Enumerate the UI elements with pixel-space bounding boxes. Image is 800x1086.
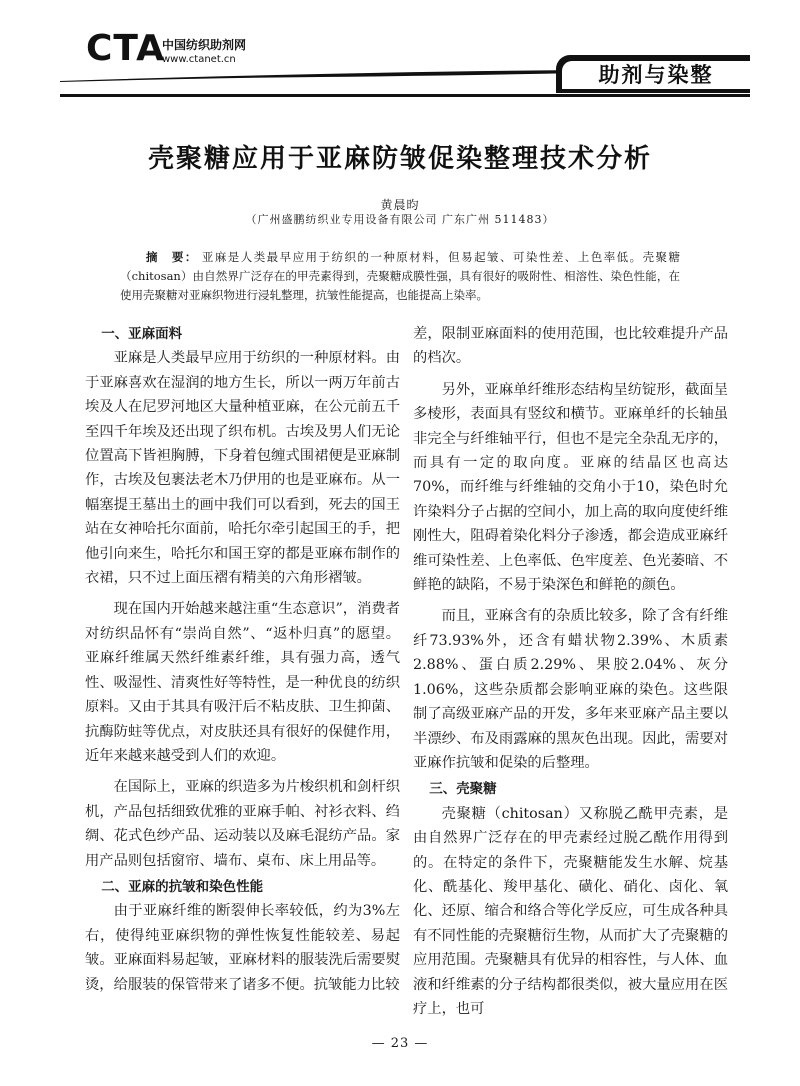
- header-swoosh-decoration: [60, 67, 580, 83]
- abstract: [120, 248, 680, 305]
- section-heading-2: 二、亚麻的抗皱和染色性能: [101, 878, 264, 895]
- paragraph: 壳聚糖（chitosan）又称脱乙酰甲壳素，是由自然界广泛存在的甲壳素经过脱乙酰作用得到的。在特定的条件下，壳聚糖能发生水解、烷基化、酰基化、羧甲基化、磺化、硝化、卤化、氧化、还原、缩合和络合等化学反应，可生成各种具有不同性能的壳聚糖衍生物，从而扩大了壳聚糖的应用范围。壳聚糖具有优异的相容性，与人体、血液和纤维素的分子结构都很类似，被大量应用在医疗上，也可: [413, 805, 728, 1017]
- right-column: [413, 322, 728, 1021]
- author-name: 黄晨昀: [380, 198, 420, 212]
- paragraph: 由于亚麻纤维的断裂伸长率较低，约为3%左右，使得纯亚麻织物的弹性恢复性能较差、易起皱。亚麻面料易起皱，亚麻材料的服装洗后需要熨烫，给服装的保管带来了诸多不便。抗皱能力比较: [85, 903, 400, 993]
- paragraph: 而且，亚麻含有的杂质比较多，除了含有纤维纤73.93%外，还含有蜡状物2.39%、木质素2.88%、蛋白质2.29%、果胶2.04%、灰分1.06%，这些杂质都会影响亚麻的染色。这些限制了高级亚麻产品的开发，多年来亚麻产品主要以半漂纱、布及雨露麻的黑灰色出现。因此，需要对亚麻作抗皱和促染的后整理。: [413, 608, 728, 771]
- left-column: [85, 322, 400, 997]
- site-url: www.ctanet.cn: [162, 54, 236, 65]
- page-header: [0, 0, 800, 110]
- paragraph-continued: 差，限制亚麻面料的使用范围，也比较难提升产品的档次。: [413, 326, 728, 367]
- paragraph: 现在国内开始越来越注重“生态意识”，消费者对纺织品怀有“崇尚自然”、“返朴归真”的愿望。亚麻纤维属天然纤维素纤维，具有强力高，透气性、吸湿性、清爽性好等特性，是一种优良的纺织原料。又由于其具有吸汗后不粘皮肤、卫生抑菌、抗酶防蛀等优点，对皮肤还具有很好的保健作用，近年来越来越受到人们的欢迎。: [85, 601, 400, 764]
- section-label: 助剂与染整: [562, 61, 750, 89]
- abstract-text: 亚麻是人类最早应用于纺织的一种原材料，但易起皱、可染性差、上色率低。壳聚糖（chitosan）由自然界广泛存在的甲壳素得到，壳聚糖成膜性强，具有很好的吸附性、相溶性、染色性能，在使用壳聚糖对亚麻织物进行浸轧整理，抗皱性能提高，也能提高上染率。: [120, 250, 681, 302]
- paragraph: 在国际上，亚麻的织造多为片梭织机和剑杆织机，产品包括细致优雅的亚麻手帕、衬衫衣料、绉绸、花式色纱产品、运动装以及麻毛混纺产品。家用产品则包括窗帘、墙布、桌布、床上用品等。: [85, 779, 400, 869]
- section-heading-1: 一、亚麻面料: [101, 326, 183, 342]
- paragraph: 亚麻是人类最早应用于纺织的一种原材料。由于亚麻喜欢在湿润的地方生长，所以一两万年前古埃及人在尼罗河地区大量种植亚麻，在公元前五千至四千年埃及还出现了织布机。古埃及男人们无论位置高下皆袒胸膊，下身着包缠式围裙便是亚麻制作，古埃及包裹法老木乃伊用的也是亚麻布。从一幅塞提王墓出土的画中我们可以看到，死去的国王站在女神哈托尔面前，哈托尔牵引起国王的手，把他引向来生，哈托尔和国王穿的都是亚麻布制作的衣裙，只不过上面压褶有精美的六角形褶皱。: [85, 350, 400, 587]
- paragraph: 另外，亚麻单纤维形态结构呈纺锭形，截面呈多棱形，表面具有竖纹和横节。亚麻单纤的长轴虽非完全与纤维轴平行，但也不是完全杂乱无序的，而具有一定的取向度。亚麻的结晶区也高达70%，而纤维与纤维轴的交角小于10，染色时允许染料分子占据的空间小，加上高的取向度使纤维刚性大，阻碍着染化料分子渗透，都会造成亚麻纤维可染性差、上色率低、色牢度差、色光萎暗、不鲜艳的缺陷，不易于染深色和鲜艳的颜色。: [413, 381, 728, 594]
- section-heading-3: 三、壳聚糖: [429, 781, 497, 798]
- page-number: — 23 —: [371, 1036, 429, 1051]
- abstract-label: 摘 要：: [146, 250, 198, 264]
- header-rule: [60, 94, 750, 97]
- article-title: 壳聚糖应用于亚麻防皱促染整理技术分析: [147, 144, 652, 174]
- site-name: 中国纺织助剂网: [162, 38, 247, 52]
- author-affiliation: （广州盛鹏纺织业专用设备有限公司 广东广州 511483）: [245, 213, 555, 226]
- cta-logo: CTA: [86, 28, 166, 69]
